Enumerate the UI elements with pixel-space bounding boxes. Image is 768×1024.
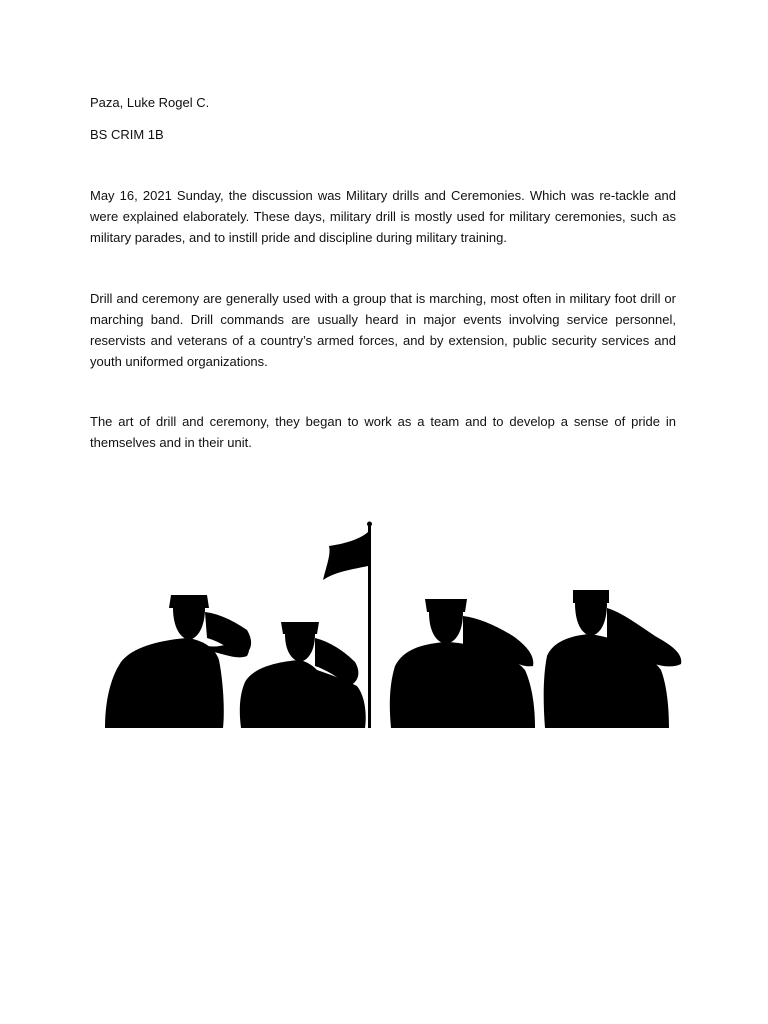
soldier-silhouette-1 (105, 595, 251, 728)
author-name: Paza, Luke Rogel C. (90, 95, 210, 110)
paragraph-2: Drill and ceremony are generally used with a group that is marching, most often in military foot drill or marching band. Drill commands are usually heard in major events involving service personnel, reservists and veterans of a country’s armed forces, and by extension, public security services and youth uniformed organizations. (90, 291, 676, 369)
saluting-soldiers-illustration (103, 500, 688, 740)
soldiers-silhouette-svg (103, 500, 688, 740)
soldier-silhouette-4 (544, 590, 682, 728)
soldier-silhouette-2 (240, 622, 366, 728)
soldier-silhouette-3 (390, 599, 535, 728)
course-section: BS CRIM 1B (90, 127, 164, 142)
paragraph-3: The art of drill and ceremony, they began to work as a team and to develop a sense of pride in themselves and in their unit. (90, 414, 676, 450)
paragraph-1: May 16, 2021 Sunday, the discussion was Military drills and Ceremonies. Which was re-tackle and were explained elaborately. These days, military drill is mostly used for military ceremonies, such as military parades, and to instill pride and discipline during military training. (90, 188, 676, 245)
